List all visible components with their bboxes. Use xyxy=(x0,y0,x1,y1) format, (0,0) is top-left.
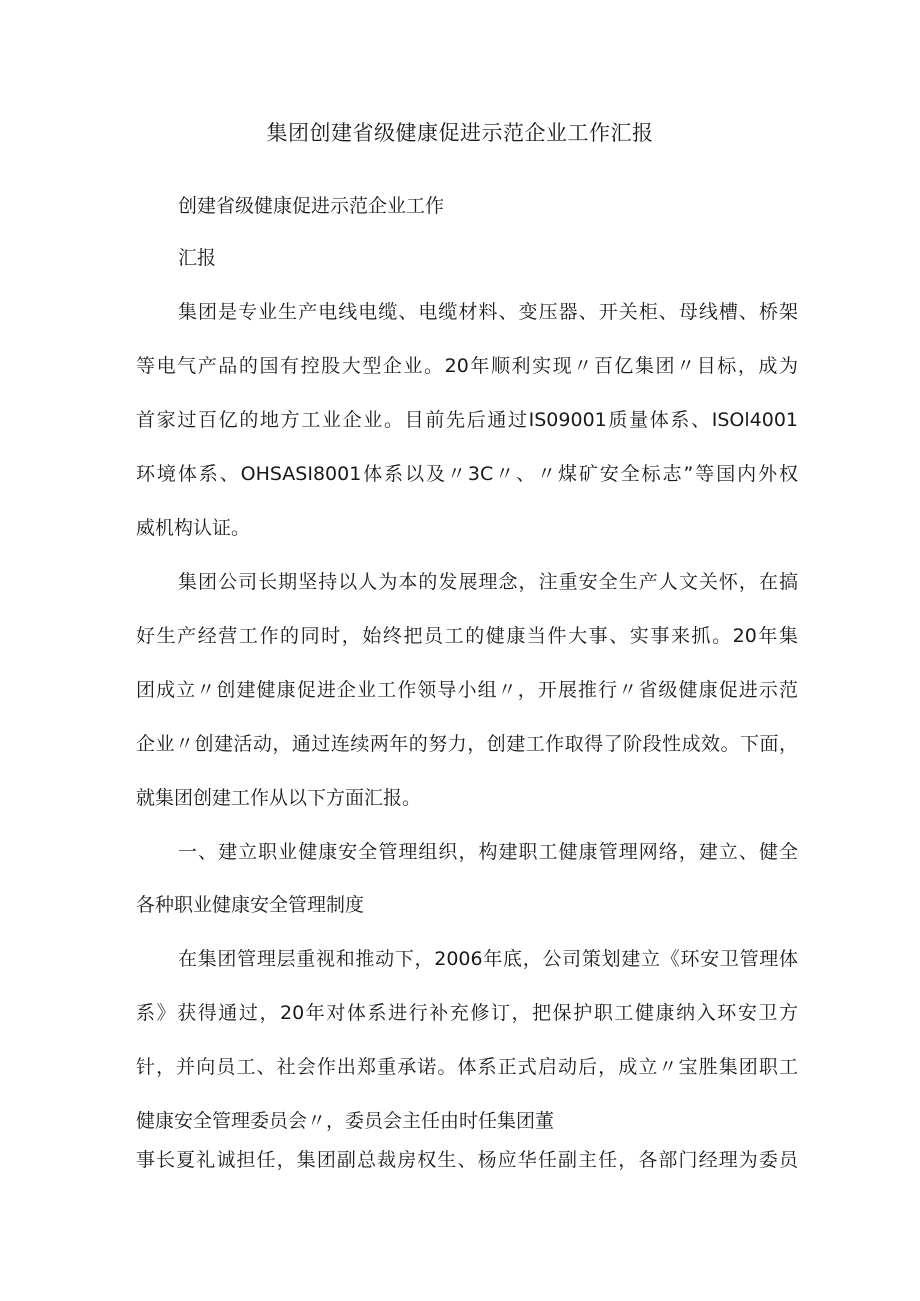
paragraph-2-line-5: 就集团创建工作从以下方面汇报。 xyxy=(136,787,422,809)
paragraph-1-line-1: 集团是专业生产电线电缆、电缆材料、变压器、开关柜、母线槽、桥架 xyxy=(178,301,798,323)
subtitle-line-2: 汇报 xyxy=(178,247,217,269)
paragraph-3-line-4: 健康安全管理委员会〃，委员会主任由时任集团董 xyxy=(136,1110,555,1132)
paragraph-2-line-4: 企业〃创建活动，通过连续两年的努力，创建工作取得了阶段性成效。下面， xyxy=(136,733,798,755)
section-heading-line-1: 一、建立职业健康安全管理组织，构建职工健康管理网络，建立、健全 xyxy=(178,841,798,863)
paragraph-1-line-5: 威机构认证。 xyxy=(136,517,251,539)
paragraph-3-line-1: 在集团管理层重视和推动下，2006年底，公司策划建立《环安卫管理体 xyxy=(178,948,798,970)
paragraph-1-line-4: 环境体系、OHSASI8001体系以及〃3C〃、〃煤矿安全标志”等国内外权 xyxy=(136,463,798,485)
subtitle-line-1: 创建省级健康促进示范企业工作 xyxy=(178,195,445,217)
paragraph-1-line-3: 首家过百亿的地方工业企业。目前先后通过IS09001质量体系、ISOl4001 xyxy=(136,409,798,431)
document-title: 集团创建省级健康促进示范企业工作汇报 xyxy=(266,121,654,145)
paragraph-3-line-5: 事长夏礼诚担任，集团副总裁房权生、杨应华任副主任，各部门经理为委员 xyxy=(136,1149,798,1171)
paragraph-1-line-2: 等电气产品的国有控股大型企业。20年顺利实现〃百亿集团〃目标，成为 xyxy=(136,355,798,377)
paragraph-3-line-3: 针，并向员工、社会作出郑重承诺。体系正式启动后，成立〃宝胜集团职工 xyxy=(136,1056,798,1078)
paragraph-2-line-1: 集团公司长期坚持以人为本的发展理念，注重安全生产人文关怀，在搞 xyxy=(178,571,798,593)
paragraph-2-line-3: 团成立〃创建健康促进企业工作领导小组〃，开展推行〃省级健康促进示范 xyxy=(136,679,798,701)
paragraph-2-line-2: 好生产经营工作的同时，始终把员工的健康当件大事、实事来抓。20年集 xyxy=(136,625,798,647)
section-heading-line-2: 各种职业健康安全管理制度 xyxy=(136,894,365,916)
paragraph-3-line-2: 系》获得通过，20年对体系进行补充修订，把保护职工健康纳入环安卫方 xyxy=(136,1002,798,1024)
